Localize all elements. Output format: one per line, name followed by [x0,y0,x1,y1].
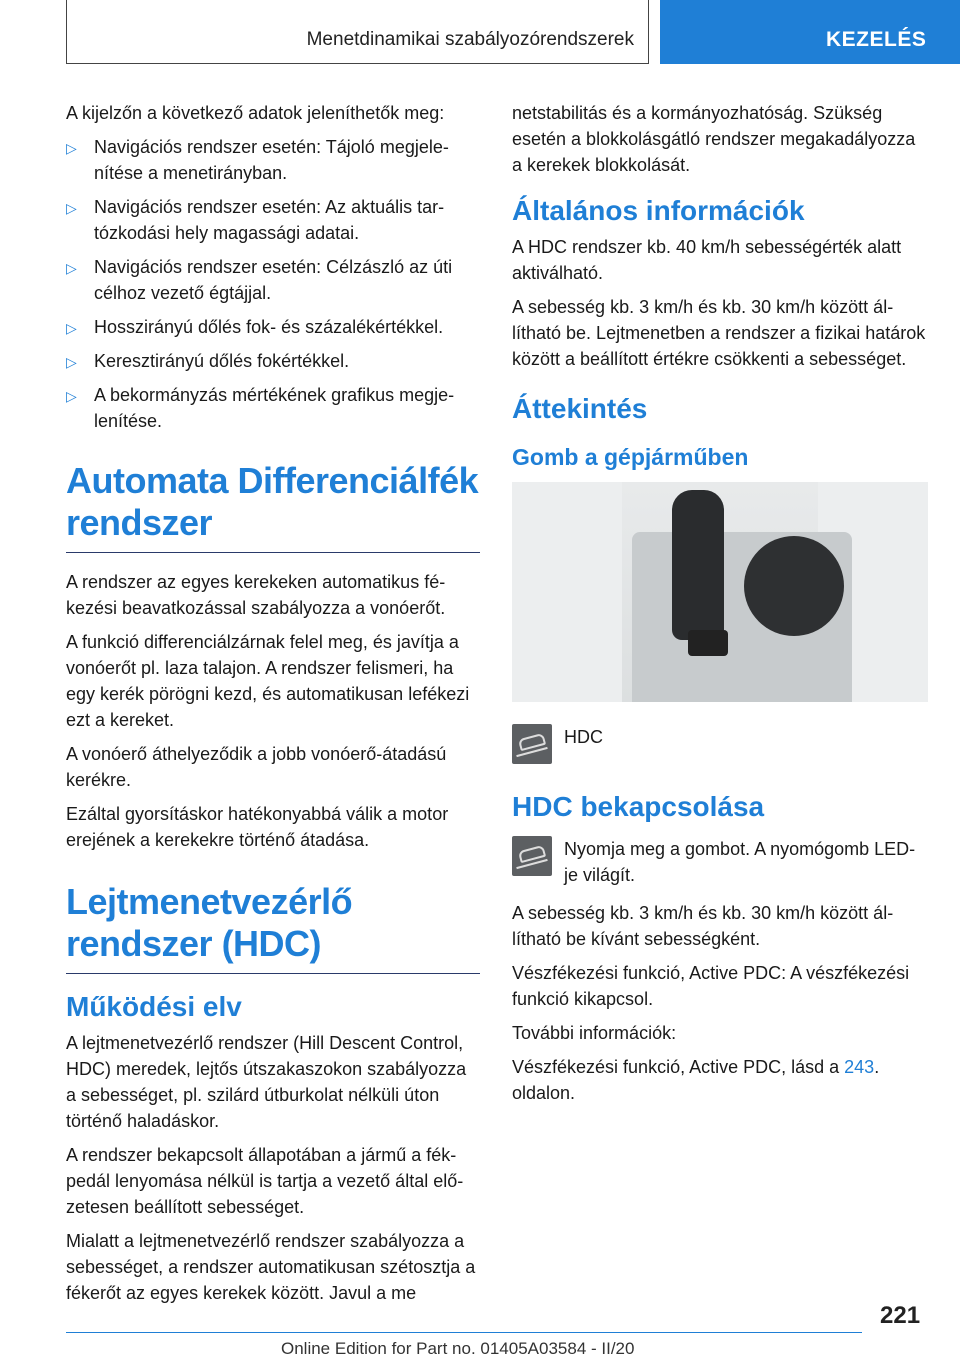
list-item: ▷ Navigációs rendszer esetén: Tájoló megjelenítése a menetirányban. [66,137,449,183]
bullet-triangle-icon: ▷ [66,260,77,276]
overview-heading: Áttekintés [512,393,648,424]
more-info-label: További információk: [512,1023,677,1043]
intro-text: A kijelzőn a következő adatok jeleníthetők meg: [66,103,445,123]
hdc-button-icon [512,724,552,764]
bullet-triangle-icon: ▷ [66,320,77,336]
left-seat-shape [512,482,622,702]
cross-reference: Vészfékezési funkció, Active PDC, lásd a 243. oldalon. [512,1057,880,1103]
controller-knob [744,536,844,636]
page-link-243[interactable]: 243 [844,1057,875,1077]
general-info-heading: Általános információk [512,195,805,226]
header-section-title: Menetdinamikai szabályozórendszerek [306,29,634,50]
adf-paragraph-3: A vonóerő áthelyeződik a jobb vonóerő-átadású kerékre. [66,744,447,790]
principle-paragraph-2: A rendszer bekapcsolt állapotában a jármű a fékpedál lenyomása nélkül is tartja a vezető által előzetesen beállított sebességet. [66,1145,464,1217]
general-paragraph-1: A HDC rendszer kb. 40 km/h sebességérték alatt aktiválható. [512,237,902,283]
adf-paragraph-1: A rendszer az egyes kerekeken automatikus fékezési beavatkozással szabályozza a vonóerőt. [66,572,446,618]
list-item: ▷ Keresztirányú dőlés fokértékkel. [66,348,480,374]
list-item: ▷ A bekormányzás mértékének grafikus megjelenítése. [66,385,455,431]
button-heading: Gomb a gépjárműben [512,444,749,470]
header-chapter-label: KEZELÉS [826,28,927,51]
continued-text: netstabilitás és a kormányozhatóság. Szükség esetén a blokkolásgátló rendszer megakadályozza a kerekek blokkolását. [512,103,916,175]
footer-divider [66,1332,862,1333]
right-column [512,100,928,1114]
principle-paragraph-1: A lejtmenetvezérlő rendszer (Hill Descent Control, HDC) meredek, lejtős útszakaszokon szabályozza a sebességet, pl. szilárd útburkolat nélküli úton történő haladáskor. [66,1033,467,1131]
parking-brake-button [688,630,728,656]
hdc-on-paragraph-2: A sebesség kb. 3 km/h és kb. 30 km/h között állítható be kívánt sebességként. [512,903,894,949]
display-data-list [66,134,480,434]
adf-heading: Automata Differenciálfék rendszer [66,460,480,553]
footer-edition: Online Edition for Part no. 01405A03584 - II/20 [281,1339,635,1358]
principle-heading: Működési elv [66,991,242,1022]
list-item: ▷ Hosszirányú dőlés fok- és százalékértékkel. [66,314,480,340]
header-section-box [66,0,649,64]
hdc-button-icon [512,836,552,876]
center-console-photo [512,482,928,702]
page-number: 221 [880,1302,921,1329]
gear-selector-lever [672,490,724,640]
hdc-icon-label: HDC [564,727,603,747]
hdc-heading: Lejtmenetvezérlő rendszer (HDC) [66,881,480,974]
list-item: ▷ Navigációs rendszer esetén: Célzászló az úti célhoz vezető égtájjal. [66,257,453,303]
bullet-triangle-icon: ▷ [66,354,77,370]
hdc-icon-row [512,724,928,764]
bullet-triangle-icon: ▷ [66,388,77,404]
list-item: ▷ Navigációs rendszer esetén: Az aktuális tartózkodási hely magassági adatai. [66,197,445,243]
hdc-on-paragraph-1: Nyomja meg a gombot. A nyomógomb LED-je világít. [564,839,916,885]
adf-paragraph-2: A funkció differenciálzárnak felel meg, és javítja a vonóerőt pl. laza talajon. A rendszer felismeri, ha egy kerék pörögni kezd, és automatikusan lefékezi ezt a kereket. [66,632,470,730]
bullet-triangle-icon: ▷ [66,200,77,216]
hdc-on-heading: HDC bekapcsolása [512,791,765,822]
hdc-on-row [512,836,928,888]
adf-paragraph-4: Ezáltal gyorsításkor hatékonyabbá válik a motor erejének a kerekekre történő átadása. [66,804,449,850]
principle-paragraph-3: Mialatt a lejtmenetvezérlő rendszer szabályozza a sebességet, a rendszer automatikusan szétosztja a fékerőt az egyes kerekek között. Javul a me [66,1231,476,1303]
header-chapter-tab [660,0,960,64]
left-column [66,100,480,1314]
bullet-triangle-icon: ▷ [66,140,77,156]
general-paragraph-2: A sebesség kb. 3 km/h és kb. 30 km/h között állítható be. Lejtmenetben a rendszer a fizikai határok között a beállított értékre csökkenti a sebességet. [512,297,926,369]
hdc-on-paragraph-3: Vészfékezési funkció, Active PDC: A vészfékezési funkció kikapcsol. [512,963,910,1009]
